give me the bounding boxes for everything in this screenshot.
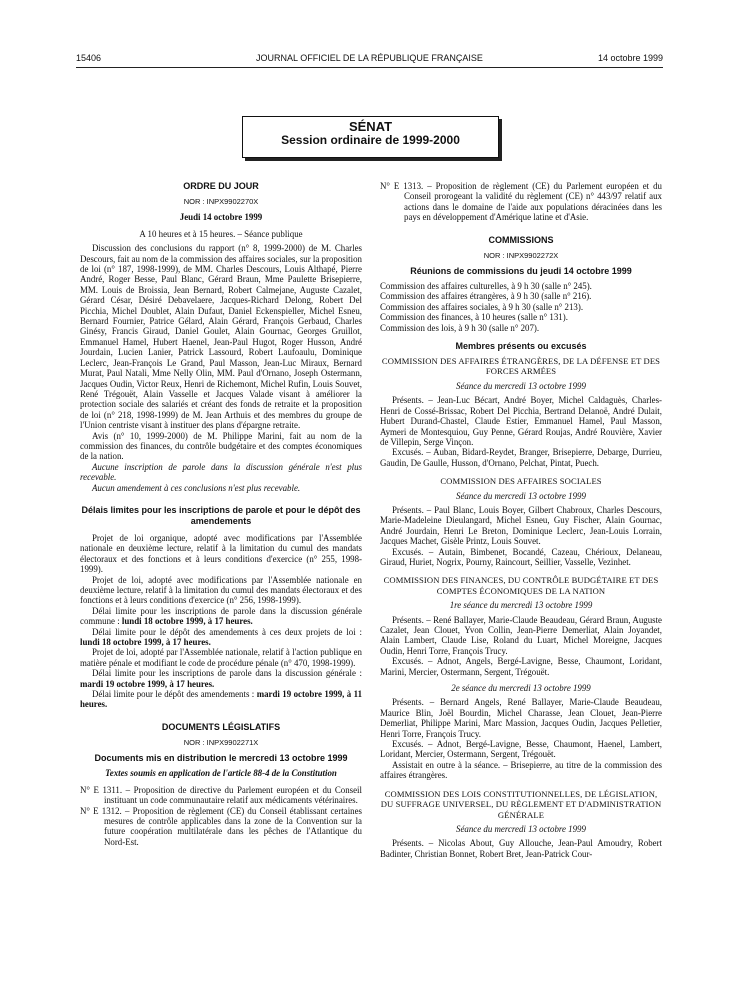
discussion-paragraph: Discussion des conclusions du rapport (n° 8, 1999-2000) de M. Charles Descours, fait au nom de la commission des affaires sociales, sur la proposition de loi (n° 187, 1998-1999), de MM. Charles Descours, Louis Althapé, Pierre André, Roger Besse, Paul Blanc, Gérard Braun, Mme Paulette Brisepierre, MM. Louis de Broissia, Jean Bernard, Robert Calmejane, Auguste Cazalet, Gérard César, Désiré Debavelaere, Jacques-Richard Delong, Robert Del Picchia, Michel Doublet, Alain Dufaut, Daniel Eckenspieller, Michel Esneu, Bernard Fournier, Patrice Gélard, Alain Gérard, François Gerbaud, Charles Ginésy, Francis Giraud, Daniel Goulet, Alain Gournac, Georges Gruillot, Emmanuel Hamel, Hubert Haenel, Jean-Paul Hugot, Roger Husson, André Jourdain, Lucien Lanier, Patrick Lassourd, Robert Laufoaulu, Dominique Leclerc, Jean-François Le Grand, Paul Masson, Jean-Luc Miraux, Bernard Murat, Paul Natali, Mme Nelly Olin, MM. Paul d'Ornano, Joseph Ostermann, Jacques Oudin, Victor Reux, Henri de Richemont, Michel Rufin, Louis Souvet, René Trégouët, Alain Vasselle et Jacques Valade visant à améliorer la protection sociale des salariés et créant des fonds de retraite et la proposition de loi (n° 218, 1998-1999) de M. Jean Arthuis et des membres du groupe de l'Union centriste visant à instituer des plans d'épargne retraite. [80,243,362,431]
membres-heading: Membres présents ou excusés [455,341,587,352]
commission-etrangeres-seance: Séance du mercredi 13 octobre 1999 [456,380,586,391]
delai-amendements-penale: Délai limite pour le dépôt des amendements : mardi 19 octobre 1999, à 11 heures. [80,689,363,710]
commission-sociales-excuses: Excusés. – Autain, Bimbenet, Bocandé, Cazeau, Chérioux, Delaneau, Giraud, Huriet, Nogrix, Pourny, Raincourt, Seillier, Vasselle, Vezinhet. [380,546,662,567]
document-e1311: N° E 1311. – Proposition de directive du Parlement européen et du Conseil instituant un code communautaire relatif aux médicaments vétérinaires. [80,784,362,806]
jeudi-date: Jeudi 14 octobre 1999 [179,212,263,223]
document-e1312: N° E 1312. – Proposition de règlement (CE) du Conseil établissant certaines mesures de contrôle applicables dans la zone de la Convention sur la future coopération multilatérale dans les pêches de l'Atlantique du Nord-Est. [80,805,362,847]
commission-sociales-name: COMMISSION DES AFFAIRES SOCIALES [440,476,602,487]
commission-finances-seance-2: 2e séance du mercredi 13 octobre 1999 [451,683,591,694]
commissions-heading: COMMISSIONS [488,234,554,245]
senat-title-box [242,116,499,158]
document-e1313: N° E 1313. – Proposition de règlement (CE) du Parlement européen et du Conseil prorogeant la validité du règlement (CE) n° 443/97 relatif aux actions dans le domaine de l'aide aux populations déracinées dans les pays en développement d'Amérique latine et d'Asie. [380,181,662,223]
delai-parole-penale: Délai limite pour les inscriptions de parole dans la discussion générale : mardi 19 octobre 1999, à 17 heures. [80,668,362,689]
page-number: 15406 [76,53,102,63]
nor-reference-3: NOR : INPX9902272X [483,250,559,260]
commission-lois-seance: Séance du mercredi 13 octobre 1999 [456,823,586,834]
commission-finances-excuses-2: Excusés. – Adnot, Bergé-Lavigne, Besse, Chaumont, Haenel, Lambert, Loridant, Mercier, Ostermann, Sergent, Trégouët. [380,739,662,760]
commission-finances-name: COMMISSION DES FINANCES, DU CONTRÔLE BUDGÉTAIRE ET DES COMPTES ÉCONOMIQUES DE LA NATION [383,575,659,596]
reunions-heading: Réunions de commissions du jeudi 14 octobre 1999 [410,266,632,277]
header-rule [76,67,663,68]
commission-etrangeres-presents: Présents. – Jean-Luc Bécart, André Boyer, Michel Caldaguès, Charles-Henri de Cossé-Brissac, Robert Del Picchia, Bertrand Delanoë, André Dulait, Hubert Durand-Chastel, Claude Estier, Emmanuel Hamel, Paul Masson, Aymeri de Montesquiou, Guy Penne, Gérard Roujas, André Rouvière, Xavier de Villepin, Serge Vinçon. [380,395,662,447]
commission-sociales-seance: Séance du mercredi 13 octobre 1999 [456,490,586,501]
right-column [380,181,662,859]
left-column [80,181,362,847]
commission-lois-presents: Présents. – Nicolas About, Guy Allouche, Jean-Paul Amoudry, Robert Badinter, Christian Bonnet, Robert Bret, Jean-Patrick Cour- [380,838,662,859]
nor-reference-2: NOR : INPX9902271X [183,737,259,747]
delai-amendements-cumul: Délai limite pour le dépôt des amendements à ces deux projets de loi : lundi 18 octobre 1999, à 17 heures. [80,626,362,648]
textes-article-88-4: Textes soumis en application de l'article 88-4 de la Constitution [105,768,337,779]
reunion-culturelles: Commission des affaires culturelles, à 9 h 30 (salle n° 245). [380,281,592,292]
commission-etrangeres-excuses: Excusés. – Auban, Bidard-Reydet, Branger, Brisepierre, Debarge, Durrieu, Gaudin, De Gaulle, Husson, d'Ornano, Pelchat, Pintat, Puech. [380,447,662,468]
page-header [76,53,663,65]
commission-sociales-presents: Présents. – Paul Blanc, Louis Boyer, Gilbert Chabroux, Charles Descours, Marie-Madeleine Dieulangard, Michel Esneu, Guy Fischer, Alain Gournac, André Jourdain, Henri Le Breton, Dominique Leclerc, Jean-Louis Lorrain, Jacques Machet, Gisèle Printz, Louis Souvet. [380,504,662,547]
commission-lois-name: COMMISSION DES LOIS CONSTITUTIONNELLES, DE LÉGISLATION, DU SUFFRAGE UNIVERSEL, DU RÈGLEMENT ET D'ADMINISTRATION GÉNÉRALE [380,788,662,820]
nor-reference: NOR : INPX9902270X [183,197,259,206]
avis-paragraph: Avis (n° 10, 1999-2000) de M. Philippe Marini, fait au nom de la commission des finances, du contrôle budgétaire et des comptes économiques de la nation. [80,430,362,462]
session-title: Session ordinaire de 1999-2000 [281,133,460,148]
commission-finances-presents-1: Présents. – René Ballayer, Marie-Claude Beaudeau, Gérard Braun, Auguste Cazalet, Jean Clouet, Yvon Collin, Jean-Pierre Demerliat, Alain Joyandet, Alain Lambert, Claude Lise, Roland du Luart, Michel Moreigne, Jacques Oudin, Henri Torre, François Trucy. [380,614,662,656]
commission-etrangeres-name: COMMISSION DES AFFAIRES ÉTRANGÈRES, DE LA DÉFENSE ET DES FORCES ARMÉES [381,356,661,377]
projet-loi-penale: Projet de loi, adopté par l'Assemblée nationale, relatif à l'action publique en matière pénale et modifiant le code de procédure pénale (n° 470, 1998-1999). [80,647,362,668]
commission-finances-seance-1: 1re séance du mercredi 13 octobre 1999 [449,600,593,611]
reunion-finances: Commission des finances, à 10 heures (salle n° 131). [380,312,568,323]
commission-finances-excuses-1: Excusés. – Adnot, Angels, Bergé-Lavigne, Besse, Chaumont, Loridant, Marini, Mercier, Ostermann, Sergent, Trégouët. [380,656,662,677]
reunions-list [380,281,662,333]
reunion-etrangeres: Commission des affaires étrangères, à 9 h 30 (salle n° 216). [380,291,592,302]
reunion-sociales: Commission des affaires sociales, à 9 h 30 (salle n° 213). [380,301,584,312]
journal-title: JOURNAL OFFICIEL DE LA RÉPUBLIQUE FRANÇAISE [256,53,483,63]
delai-parole-commune: Délai limite pour les inscriptions de parole dans la discussion générale commune : lundi 18 octobre 1999, à 17 heures. [80,605,362,627]
delais-heading: Délais limites pour les inscriptions de parole et pour le dépôt des amendements [81,504,361,526]
commission-finances-assistait: Assistait en outre à la séance. – Brisepierre, au titre de la commission des affaires étrangères. [380,759,662,781]
header-date: 14 octobre 1999 [597,53,663,63]
documents-distribution-heading: Documents mis en distribution le mercredi 13 octobre 1999 [94,753,348,764]
reunion-lois: Commission des lois, à 9 h 30 (salle n° 207). [380,322,540,333]
ordre-du-jour-heading: ORDRE DU JOUR [183,181,259,191]
commission-finances-presents-2: Présents. – Bernard Angels, René Ballayer, Marie-Claude Beaudeau, Maurice Blin, Joël Bourdin, Michel Charasse, Jean Clouet, Jean-Pierre Demerliat, Philippe Marini, Marc Massion, Jacques Oudin, Jacques Pelletier, Henri Torre, François Trucy. [380,697,662,739]
no-inscription-note: Aucune inscription de parole dans la discussion générale n'est plus recevable. [80,461,362,483]
projet-loi-cumul: Projet de loi, adopté avec modifications par l'Assemblée nationale en deuxième lecture, relatif à la limitation du cumul des mandats électoraux et des fonctions et à leurs conditions d'exercice (n° 256, 1998-1999). [80,574,362,606]
no-amendment-note: Aucun amendement à ces conclusions n'est plus recevable. [92,482,301,493]
documents-legislatifs-heading: DOCUMENTS LÉGISLATIFS [161,721,281,732]
seance-line: A 10 heures et à 15 heures. – Séance publique [139,228,303,239]
senat-title: SÉNAT [348,119,393,134]
projet-loi-organique: Projet de loi organique, adopté avec modifications par l'Assemblée nationale en deuxième lecture, relatif à la limitation du cumul des mandats électoraux et des fonctions et à leurs conditions d'exercice (n° 255, 1998-1999). [80,532,362,575]
